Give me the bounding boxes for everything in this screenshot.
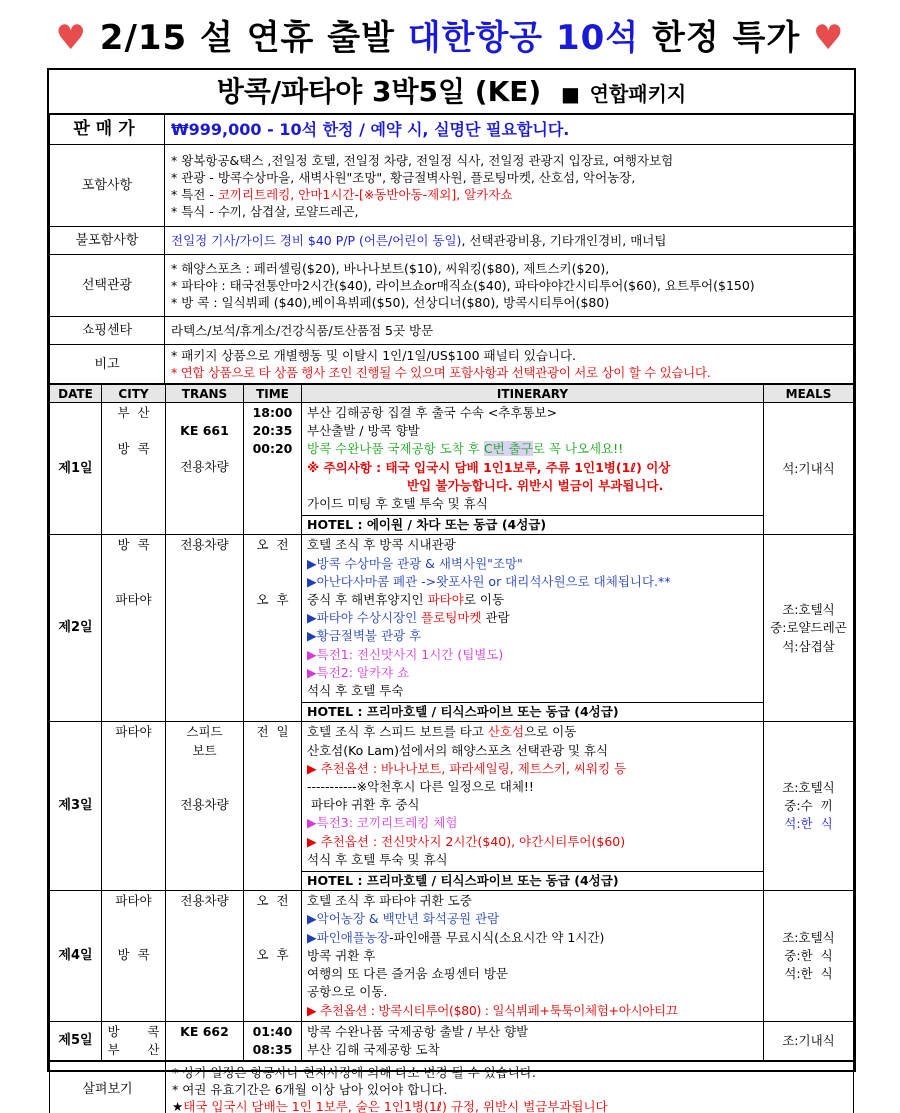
option-line: ▶ 추천옵션 : 바나나보트, 파라세일링, 제트스키, 씨워킹 등 [307, 760, 627, 776]
optional-label: 선택관광 [50, 255, 165, 317]
optional-line: * 해양스포츠 : 페러셀링($20), 바나나보트($10), 씨워킹($80), 제트스키($20), [171, 261, 610, 276]
remark-line: * 상기 일정은 항공사나 현지사정에 의해 다소 변경 될 수 있습니다. [172, 1065, 536, 1081]
itinerary-line: 여행의 또 다른 즐거움 쇼핑센터 방문 [307, 966, 508, 982]
trans-line: 전용차량 [180, 537, 229, 553]
headline-date: 2/15 설 연휴 출발 [99, 18, 395, 58]
day-city [102, 722, 166, 891]
meal-line: 조:기내식 [782, 1032, 835, 1048]
day-itinerary [302, 403, 764, 535]
day-row [50, 403, 854, 535]
itinerary-line: ▶아난다사마콤 폐관 ->왓포사원 or 대리석사원으로 대체됩니다.** [307, 573, 671, 589]
itinerary-line: 석식 후 호텔 투숙 [307, 683, 404, 699]
price-value: ₩999,000 - 10석 한정 / 예약 시, 실명단 필요합니다. [165, 115, 854, 145]
special-line: ▶특전3: 코끼리트레킹 체험 [307, 815, 458, 831]
day-city [102, 891, 166, 1021]
itinerary-line: 호텔 조식 후 방콕 시내관광 [307, 537, 456, 553]
shopping-label: 쇼핑센타 [50, 317, 165, 345]
included-special: 코끼리트레킹, 안마1시간-[※동반아동-제외], 알카자쇼 [217, 186, 513, 202]
included-line [171, 186, 847, 203]
headline [0, 10, 900, 59]
meal-line: 석:한 식 [784, 816, 833, 832]
time-line: 00:20 [252, 441, 293, 457]
itinerary-line [307, 440, 758, 458]
flight-number: KE 661 [180, 423, 229, 438]
itinerary-line [307, 723, 758, 741]
itinerary-line: 가이드 미팅 후 호텔 투숙 및 휴식 [307, 496, 488, 512]
itinerary-text: 호텔 조식 후 스피드 보트를 타고 [307, 724, 488, 740]
star-icon: ★ [172, 1099, 184, 1113]
option-line: ▶ 추천옵션 : 전신맛사지 2시간($40), 야간시티투어($60) [307, 833, 626, 849]
time-line: 오 후 [256, 947, 289, 963]
island-name: 산호섬 [487, 724, 525, 740]
meal-line: 석:한 식 [784, 966, 833, 982]
included-row [50, 145, 854, 227]
headline-special: 한정 특가 [651, 18, 801, 58]
itinerary-line: 방콕 귀환 후 [307, 947, 376, 963]
day-time [244, 722, 302, 891]
note-line: * 연합 상품으로 타 상품 행사 조인 진행될 수 있으며 포함사항과 선택관광이 서로 상이 할 수 있습니다. [171, 365, 711, 380]
itinerary-line: 방콕 수완나품 국제공항 출발 / 부산 향발 [307, 1023, 529, 1039]
day-trans [166, 1021, 244, 1060]
itinerary-line: ▶황금절벽불 관광 후 [307, 628, 422, 644]
included-text: * 특전 - [171, 186, 218, 202]
day-trans [166, 891, 244, 1021]
city-line: 부 산 [117, 405, 150, 420]
included-line: * 왕복항공&택스 ,전일정 호텔, 전일정 차량, 전일정 식사, 전일정 관광지 입장료, 여행자보험 [171, 152, 674, 168]
header-date: DATE [50, 385, 102, 403]
included-line: * 특식 - 수끼, 삼겹살, 로얄드레곤, [171, 203, 359, 219]
price-label: 판매가 [50, 115, 165, 145]
meal-line: 조:호텔식 [782, 780, 835, 796]
hotel-info: HOTEL : 프리마호텔 / 티식스파이브 또는 동급 (4성급) [302, 702, 763, 721]
header-city: CITY [102, 385, 166, 403]
day-label: 제3일 [50, 722, 102, 891]
itinerary-line: 산호섬(Ko Lam)섬에서의 해양스포츠 선택관광 및 휴식 [307, 742, 609, 758]
day-time [244, 1021, 302, 1060]
time-line: 20:35 [252, 423, 293, 439]
option-line: ▶ 추천옵션 : 방콕시티투어($80) : 일식뷔페+툭툭이체험+아시아티끄 [307, 1002, 678, 1018]
itinerary-line: ▶악어농장 & 백만년 화석공원 관람 [307, 911, 500, 927]
day-city [102, 535, 166, 722]
arrival-text-end: 로 꼭 나오세요!! [532, 441, 624, 457]
included-line: * 관광 - 방콕수상마을, 새벽사원"조망", 황금절벽사원, 플로팅마켓, 산호섬, 악어농장, [171, 169, 636, 185]
itinerary-line [307, 609, 758, 627]
exit-gate: C번 출구 [483, 441, 533, 457]
header-trans: TRANS [166, 385, 244, 403]
shopping-row [50, 317, 854, 345]
tour-title [49, 70, 854, 114]
time-line: 오 전 [256, 893, 289, 909]
warning-line: ※ 주의사항 : 태국 입국시 담배 1인1보루, 주류 1인1병(1ℓ) 이상 [307, 459, 671, 475]
meal-line: 조:호텔식 [782, 602, 835, 618]
day-row [50, 1021, 854, 1060]
guide-fee: 전일정 기사/가이드 경비 $40 P/P (어른/어린이 동일) [171, 233, 462, 248]
destination: 파타야 [427, 592, 464, 608]
special-line: ▶특전1: 전신맛사지 1시간 (팁별도) [307, 646, 504, 662]
time-line: 오 후 [256, 591, 289, 607]
city-line: 방 콕 [117, 537, 150, 553]
itinerary-table [49, 384, 854, 1061]
header-meals: MEALS [764, 385, 854, 403]
day-meals [764, 535, 854, 722]
itinerary-document [47, 68, 856, 1113]
note-line: * 패키지 상품으로 개별행동 및 이탈시 1인/1일/US$100 패널티 있습니다. [171, 348, 577, 363]
city-line: 파타야 [115, 893, 152, 909]
itinerary-line: ▶방콕 수상마을 관광 & 새벽사원"조망" [307, 555, 523, 571]
day-itinerary [302, 535, 764, 722]
trans-line: 보트 [192, 742, 217, 758]
itinerary-text: 중식 후 해변휴양지인 [307, 592, 428, 608]
special-line: ▶특전2: 알카쟈 쇼 [307, 664, 410, 680]
city-line: 방 콕 [117, 441, 150, 457]
remarks-label: 살펴보기 [50, 1062, 166, 1113]
itinerary-line: 호텔 조식 후 파타야 귀환 도중 [307, 893, 472, 909]
itinerary-header [50, 385, 854, 403]
meal-line: 중:로얄드레곤 [770, 620, 847, 636]
day-label: 제5일 [50, 1021, 102, 1060]
heart-icon: ♥ [813, 18, 845, 58]
day-itinerary [302, 722, 764, 891]
day-meals [764, 722, 854, 891]
time-line: 01:40 [252, 1023, 293, 1039]
day-itinerary [302, 1021, 764, 1060]
excluded-text: , 선택관광비용, 기타개인경비, 매너팁 [461, 233, 667, 248]
time-line: 전 일 [256, 724, 289, 740]
day-label: 제1일 [50, 403, 102, 535]
day-label: 제2일 [50, 535, 102, 722]
meal-line: 조:호텔식 [782, 929, 835, 945]
note-value [165, 345, 854, 384]
farm-name: ▶파인애플농장 [307, 929, 390, 945]
optional-line: * 파타야 : 태국전통안마2시간($40), 라이브쇼or매직쇼($40), 파타야야간시티투어($60), 요트투어($150) [171, 278, 755, 293]
day-itinerary [302, 891, 764, 1021]
meal-line: 중:한 식 [784, 947, 833, 963]
city-line: 방 콕 [107, 1023, 160, 1039]
remark-warning: 태국 입국시 담배는 1인 1보루, 술은 1인1병(1ℓ) 규정, 위반시 벌금부과됩니다 [183, 1099, 608, 1113]
headline-airline: 대한항공 10석 [407, 18, 640, 58]
market-name: 플로팅마켓 [421, 610, 482, 626]
remarks-row [50, 1062, 854, 1113]
itinerary-line [307, 929, 758, 947]
included-label: 포함사항 [50, 145, 165, 227]
day-label: 제4일 [50, 891, 102, 1021]
note-row [50, 345, 854, 384]
day-trans [166, 722, 244, 891]
note-label: 비고 [50, 345, 165, 384]
square-icon: ■ [560, 82, 580, 106]
remarks-value [166, 1062, 854, 1113]
day-row [50, 891, 854, 1021]
remark-line [172, 1098, 847, 1113]
time-line: 08:35 [252, 1041, 293, 1057]
excluded-value [165, 227, 854, 255]
meal-line: 석:기내식 [782, 460, 835, 476]
itinerary-line: 부산 김해공항 집결 후 출국 수속 <추후통보> [307, 405, 558, 420]
tour-title-main: 방콕/파타야 3박5일 (KE) [216, 75, 542, 108]
arrival-text: 방콕 수완나품 국제공항 도착 후 [307, 441, 484, 457]
optional-row [50, 255, 854, 317]
remarks-table [49, 1061, 854, 1113]
day-city [102, 1021, 166, 1060]
day-time [244, 535, 302, 722]
city-line: 방 콕 [117, 947, 150, 963]
day-time [244, 891, 302, 1021]
meal-line: 중:수 끼 [784, 798, 833, 814]
day-trans [166, 403, 244, 535]
day-row [50, 722, 854, 891]
itinerary-line: -----------※악천후시 다른 일정으로 대체!! [307, 779, 534, 795]
itinerary-text: ▶파타야 수상시장인 [307, 610, 422, 626]
day-meals [764, 403, 854, 535]
header-itinerary: ITINERARY [302, 385, 764, 403]
day-row [50, 535, 854, 722]
itinerary-line: 공항으로 이동. [307, 984, 388, 1000]
itinerary-text: -파인애플 무료시식(소요시간 약 1시간) [389, 929, 605, 945]
city-line: 파타야 [115, 724, 152, 740]
day-meals [764, 891, 854, 1021]
city-line: 파타야 [115, 591, 152, 607]
meal-line: 석:삼겹살 [782, 638, 835, 654]
trans-line: 전용차량 [180, 459, 229, 475]
itinerary-line: 파타야 귀환 후 중식 [307, 797, 420, 813]
itinerary-text: 으로 이동 [524, 724, 577, 740]
hotel-info: HOTEL : 프리마호텔 / 티식스파이브 또는 동급 (4성급) [302, 871, 763, 890]
excluded-row [50, 227, 854, 255]
warning-line: 반입 불가능합니다. 위반시 벌금이 부과됩니다. [407, 477, 664, 493]
itinerary-line: 석식 후 호텔 투숙 및 휴식 [307, 851, 448, 867]
itinerary-line [307, 591, 758, 609]
remark-line: * 여권 유효기간은 6개월 이상 남아 있어야 합니다. [172, 1082, 448, 1098]
included-value [165, 145, 854, 227]
itinerary-line: 부산 김해 국제공항 도착 [307, 1041, 440, 1057]
trans-line: 스피드 [186, 724, 223, 740]
optional-value [165, 255, 854, 317]
shopping-value: 라텍스/보석/휴게소/건강식품/토산품점 5곳 방문 [165, 317, 854, 345]
itinerary-text: 로 이동 [463, 592, 505, 608]
tour-title-sub: 연합패키지 [589, 82, 687, 106]
day-time [244, 403, 302, 535]
trans-line: 전용차량 [180, 796, 229, 812]
optional-line: * 방 콕 : 일식뷔페 ($40),베이욕뷔페($50), 선상디너($80), 방콕시티투어($80) [171, 295, 610, 310]
time-line: 18:00 [252, 405, 293, 420]
day-meals [764, 1021, 854, 1060]
heart-icon: ♥ [55, 18, 87, 58]
header-time: TIME [244, 385, 302, 403]
time-line: 오 전 [256, 537, 289, 553]
city-line: 부 산 [107, 1041, 160, 1057]
itinerary-line: 부산출발 / 방콕 향발 [307, 423, 420, 439]
trans-line: 전용차량 [180, 893, 229, 909]
info-table [49, 114, 854, 384]
excluded-label: 불포함사항 [50, 227, 165, 255]
hotel-info: HOTEL : 에이원 / 차다 또는 동급 (4성급) [302, 515, 763, 534]
price-row [50, 115, 854, 145]
day-trans [166, 535, 244, 722]
flight-number: KE 662 [180, 1023, 229, 1039]
day-city [102, 403, 166, 535]
itinerary-text: 관람 [481, 610, 510, 626]
